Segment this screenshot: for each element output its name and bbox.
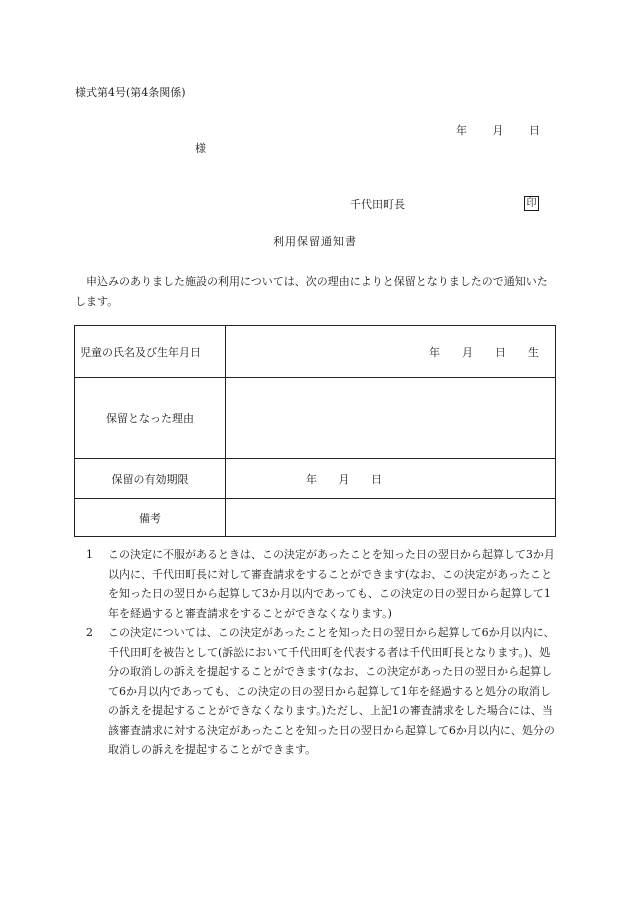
expiry-date (226, 471, 555, 487)
notes-list (86, 545, 556, 760)
seal-mark: 印 (524, 196, 539, 211)
date-year-unit: 年 (456, 124, 467, 137)
date-day-unit: 日 (529, 124, 540, 137)
expiry-cell (226, 459, 556, 499)
birth-month-unit: 月 (462, 345, 473, 359)
issue-date (456, 124, 540, 138)
table-row (75, 459, 556, 499)
sender-title: 千代田町長 (350, 198, 405, 211)
addressee-suffix: 様 (195, 142, 206, 155)
expiry-label: 保留の有効期限 (75, 459, 226, 499)
child-name-label: 児童の氏名及び生年月日 (75, 326, 226, 378)
note-number: 2 (86, 626, 93, 639)
birth-year-unit: 年 (429, 345, 440, 359)
birth-date (226, 344, 555, 360)
expiry-month-unit: 月 (338, 472, 350, 486)
birth-day-unit: 日 (495, 345, 506, 359)
notice-table (74, 325, 556, 537)
note-text: この決定については、この決定があったことを知った日の翌日から起算して6か月以内に、千代田町を被告として(訴訟において千代田町を代表する者は千代田町長となります。)、処分の取消しの訴えを提起することができます(なお、この決定があった日の翌日から起算して6か月以内であっても、この決定の日の翌日から起算して1年を経過すると処分の取消しの訴えを提起することができなくなります。)ただし、上記1の審査請求をした場合には、当該審査請求に対する決定があったことを知った日の翌日から起算して6か月以内に、処分の取消しの訴えを提起することができます。 (108, 626, 555, 756)
table-row (75, 378, 556, 459)
list-item (86, 545, 556, 623)
table-row (75, 499, 556, 537)
expiry-year-unit: 年 (306, 472, 317, 486)
note-text: この決定に不服があるときは、この決定があったことを知った日の翌日から起算して3か月以内に、千代田町長に対して審査請求をすることができます(なお、この決定があったことを知った日の翌日から起算して3か月以内であっても、この決定の日の翌日から起算して1年を経過すると審査請求をすることができなくなります。) (108, 548, 555, 620)
birth-suffix: 生 (528, 345, 539, 359)
reason-cell (226, 378, 556, 459)
note-number: 1 (86, 548, 93, 561)
remarks-cell (226, 499, 556, 537)
table-row (75, 326, 556, 378)
form-number: 様式第4号(第4条関係) (75, 86, 186, 99)
list-item (86, 623, 556, 760)
date-month-unit: 月 (492, 124, 504, 137)
document-title: 利用保留通知書 (273, 235, 357, 248)
reason-label: 保留となった理由 (75, 378, 226, 459)
expiry-day-unit: 日 (371, 472, 382, 486)
remarks-label: 備考 (75, 499, 226, 537)
child-name-cell (226, 326, 556, 378)
body-text: 申込みのありました施設の利用については、次の理由によりと保留となりましたので通知いたします。 (75, 275, 548, 308)
